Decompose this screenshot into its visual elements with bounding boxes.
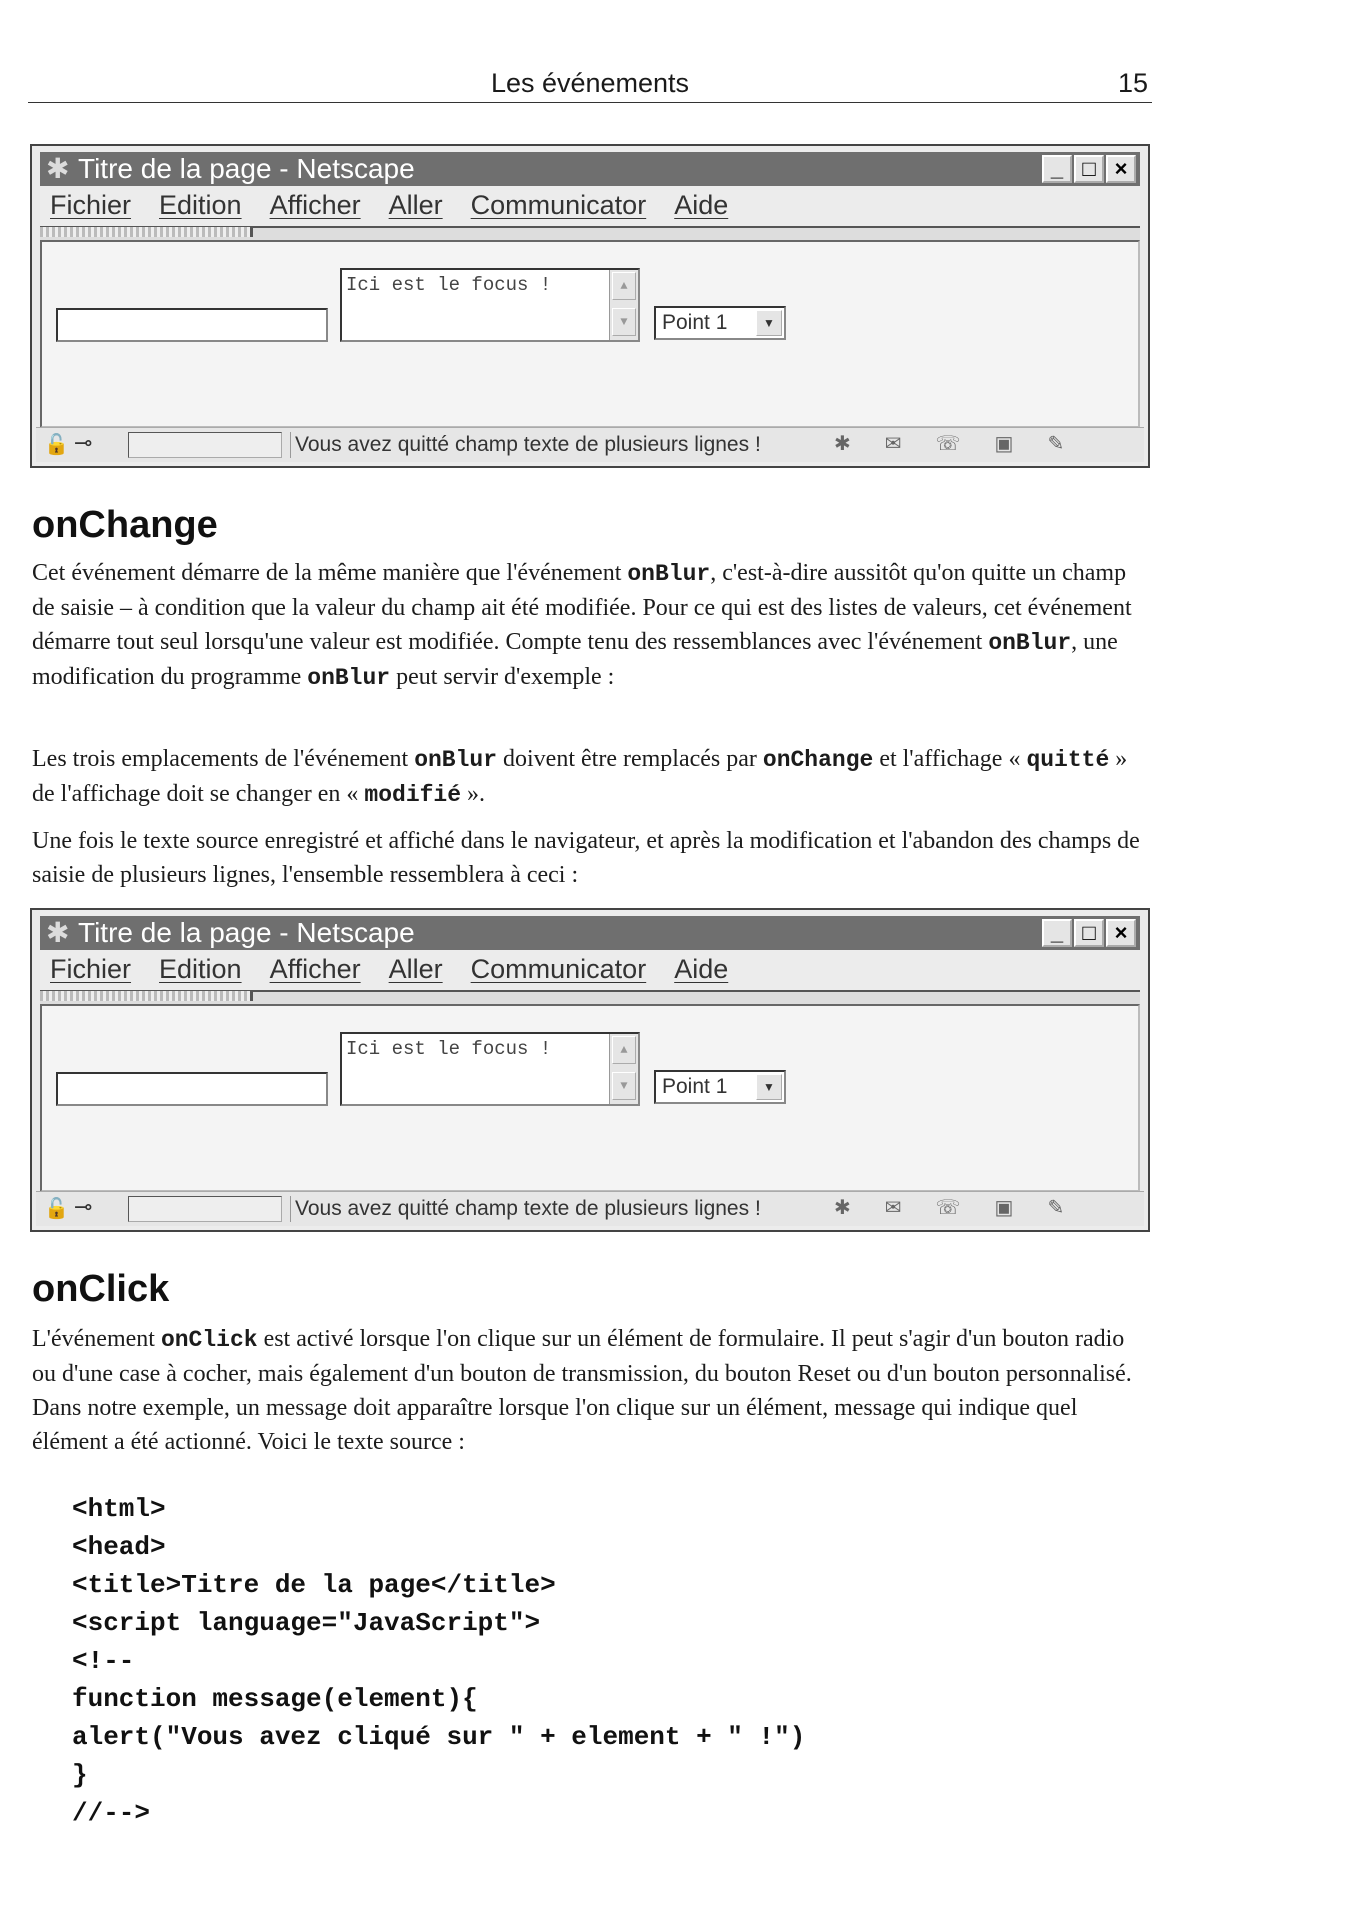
menu-aller[interactable]: Aller: [388, 189, 443, 220]
netscape-icon: ✱: [46, 917, 70, 948]
menu-aide[interactable]: Aide: [674, 953, 729, 984]
textarea-text: Ici est le focus !: [346, 1038, 552, 1060]
text-field[interactable]: [56, 1072, 328, 1106]
collapsed-toolbar[interactable]: [40, 226, 1140, 241]
close-button[interactable]: ×: [1106, 919, 1136, 947]
onclick-paragraph-1: L'événement onClick est activé lorsque l'on clique sur un élément de formulaire. Il peut s'agir d'un bouton radio ou d'une case à cocher, mais également d'un bouton de transmission, du bouton Reset ou d'un bouton personnalisé. Dans notre exemple, un message doit apparaître lorsque l'on clique sur un élément, message qui indique quel élément a été actionné. Voici le texte source :: [32, 1326, 1132, 1455]
maximize-button[interactable]: □: [1074, 155, 1104, 183]
page-number: 15: [1117, 68, 1148, 98]
edit-icon[interactable]: ✎: [1047, 433, 1065, 455]
progress-bar: [128, 432, 282, 458]
section-heading-onclick: onClick: [32, 1268, 170, 1310]
chapter-title: Les événements: [490, 68, 690, 98]
mail-icon[interactable]: ✉: [884, 1197, 902, 1219]
chevron-down-icon[interactable]: ▼: [756, 1074, 782, 1100]
menu-edition[interactable]: Edition: [159, 953, 242, 984]
composer-icon[interactable]: ▣: [994, 1197, 1014, 1219]
chevron-down-icon[interactable]: ▼: [756, 310, 782, 336]
status-bar: [36, 1191, 1144, 1226]
security-lock-icon[interactable]: 🔓: [44, 1198, 69, 1220]
select-value: Point 1: [662, 1075, 728, 1098]
progress-bar: [128, 1196, 282, 1222]
navigator-icon[interactable]: ✱: [834, 1197, 851, 1219]
section-heading-onchange: onChange: [32, 504, 218, 546]
menu-bar: [50, 188, 1140, 222]
collapsed-toolbar[interactable]: [40, 990, 1140, 1005]
onchange-paragraph-3: Une fois le texte source enregistré et affiché dans le navigateur, et après la modification et l'abandon des champs de saisie de plusieurs lignes, l'ensemble ressemblera à ceci :: [32, 828, 1140, 888]
status-message: Vous avez quitté champ texte de plusieurs lignes !: [290, 432, 761, 458]
menu-bar: [50, 952, 1140, 986]
maximize-button[interactable]: □: [1074, 919, 1104, 947]
title-bar: [40, 152, 1140, 186]
composer-icon[interactable]: ▣: [994, 433, 1014, 455]
browser-screenshot-1: [30, 144, 1150, 468]
code-line: function message(element){: [72, 1684, 478, 1714]
minimize-button[interactable]: _: [1042, 155, 1072, 183]
discussion-icon[interactable]: ☏: [935, 1197, 961, 1219]
textarea-scrollbar[interactable]: [609, 1034, 638, 1104]
code-line: <title>Titre de la page</title>: [72, 1570, 556, 1600]
textarea-scrollbar[interactable]: [609, 270, 638, 340]
connection-icon: ⊸: [74, 430, 93, 455]
code-line: //-->: [72, 1798, 151, 1828]
page-content: [40, 1004, 1140, 1192]
code-line: alert("Vous avez cliqué sur " + element + " !"): [72, 1722, 806, 1752]
code-line: <head>: [72, 1532, 166, 1562]
scroll-down-icon[interactable]: ▼: [612, 1072, 636, 1100]
code-line: <script language="JavaScript">: [72, 1608, 541, 1638]
netscape-icon: ✱: [46, 153, 70, 184]
menu-afficher[interactable]: Afficher: [269, 189, 361, 220]
status-message: Vous avez quitté champ texte de plusieurs lignes !: [290, 1196, 761, 1222]
menu-afficher[interactable]: Afficher: [269, 953, 361, 984]
code-line: <!--: [72, 1646, 135, 1676]
page-content: [40, 240, 1140, 428]
scroll-up-icon[interactable]: ▲: [612, 272, 636, 300]
connection-icon: ⊸: [74, 1194, 93, 1219]
textarea[interactable]: [340, 268, 640, 342]
menu-fichier[interactable]: Fichier: [50, 953, 132, 984]
onchange-paragraph-1: Cet événement démarre de la même manière que l'événement onBlur, c'est-à-dire aussitôt qu'on quitte un champ de saisie – à condition que la valeur du champ ait été modifiée. Pour ce qui est des listes de valeurs, cet événement démarre tout seul lorsqu'une valeur est modifiée. Compte tenu des ressemblances avec l'événement onBlur, une modification du programme onBlur peut servir d'exemple :: [32, 560, 1132, 691]
code-listing: [72, 1490, 805, 1832]
window-title: Titre de la page - Netscape: [78, 153, 415, 184]
menu-edition[interactable]: Edition: [159, 189, 242, 220]
textarea[interactable]: [340, 1032, 640, 1106]
title-bar: [40, 916, 1140, 950]
menu-communicator[interactable]: Communicator: [470, 953, 647, 984]
close-button[interactable]: ×: [1106, 155, 1136, 183]
code-line: <html>: [72, 1494, 166, 1524]
running-head: [28, 64, 1152, 103]
text-field[interactable]: [56, 308, 328, 342]
window-title: Titre de la page - Netscape: [78, 917, 415, 948]
security-lock-icon[interactable]: 🔓: [44, 434, 69, 456]
menu-fichier[interactable]: Fichier: [50, 189, 132, 220]
status-bar: [36, 427, 1144, 462]
navigator-icon[interactable]: ✱: [834, 433, 851, 455]
select-value: Point 1: [662, 311, 728, 334]
menu-communicator[interactable]: Communicator: [470, 189, 647, 220]
menu-aide[interactable]: Aide: [674, 189, 729, 220]
menu-aller[interactable]: Aller: [388, 953, 443, 984]
scroll-up-icon[interactable]: ▲: [612, 1036, 636, 1064]
scroll-down-icon[interactable]: ▼: [612, 308, 636, 336]
mail-icon[interactable]: ✉: [884, 433, 902, 455]
textarea-text: Ici est le focus !: [346, 274, 552, 296]
minimize-button[interactable]: _: [1042, 919, 1072, 947]
discussion-icon[interactable]: ☏: [935, 433, 961, 455]
edit-icon[interactable]: ✎: [1047, 1197, 1065, 1219]
point-select[interactable]: [654, 1070, 786, 1104]
browser-screenshot-2: [30, 908, 1150, 1232]
onchange-paragraph-2: Les trois emplacements de l'événement onBlur doivent être remplacés par onChange et l'affichage « quitté » de l'affichage doit se changer en « modifié ».: [32, 746, 1128, 808]
point-select[interactable]: [654, 306, 786, 340]
code-line: }: [72, 1760, 88, 1790]
